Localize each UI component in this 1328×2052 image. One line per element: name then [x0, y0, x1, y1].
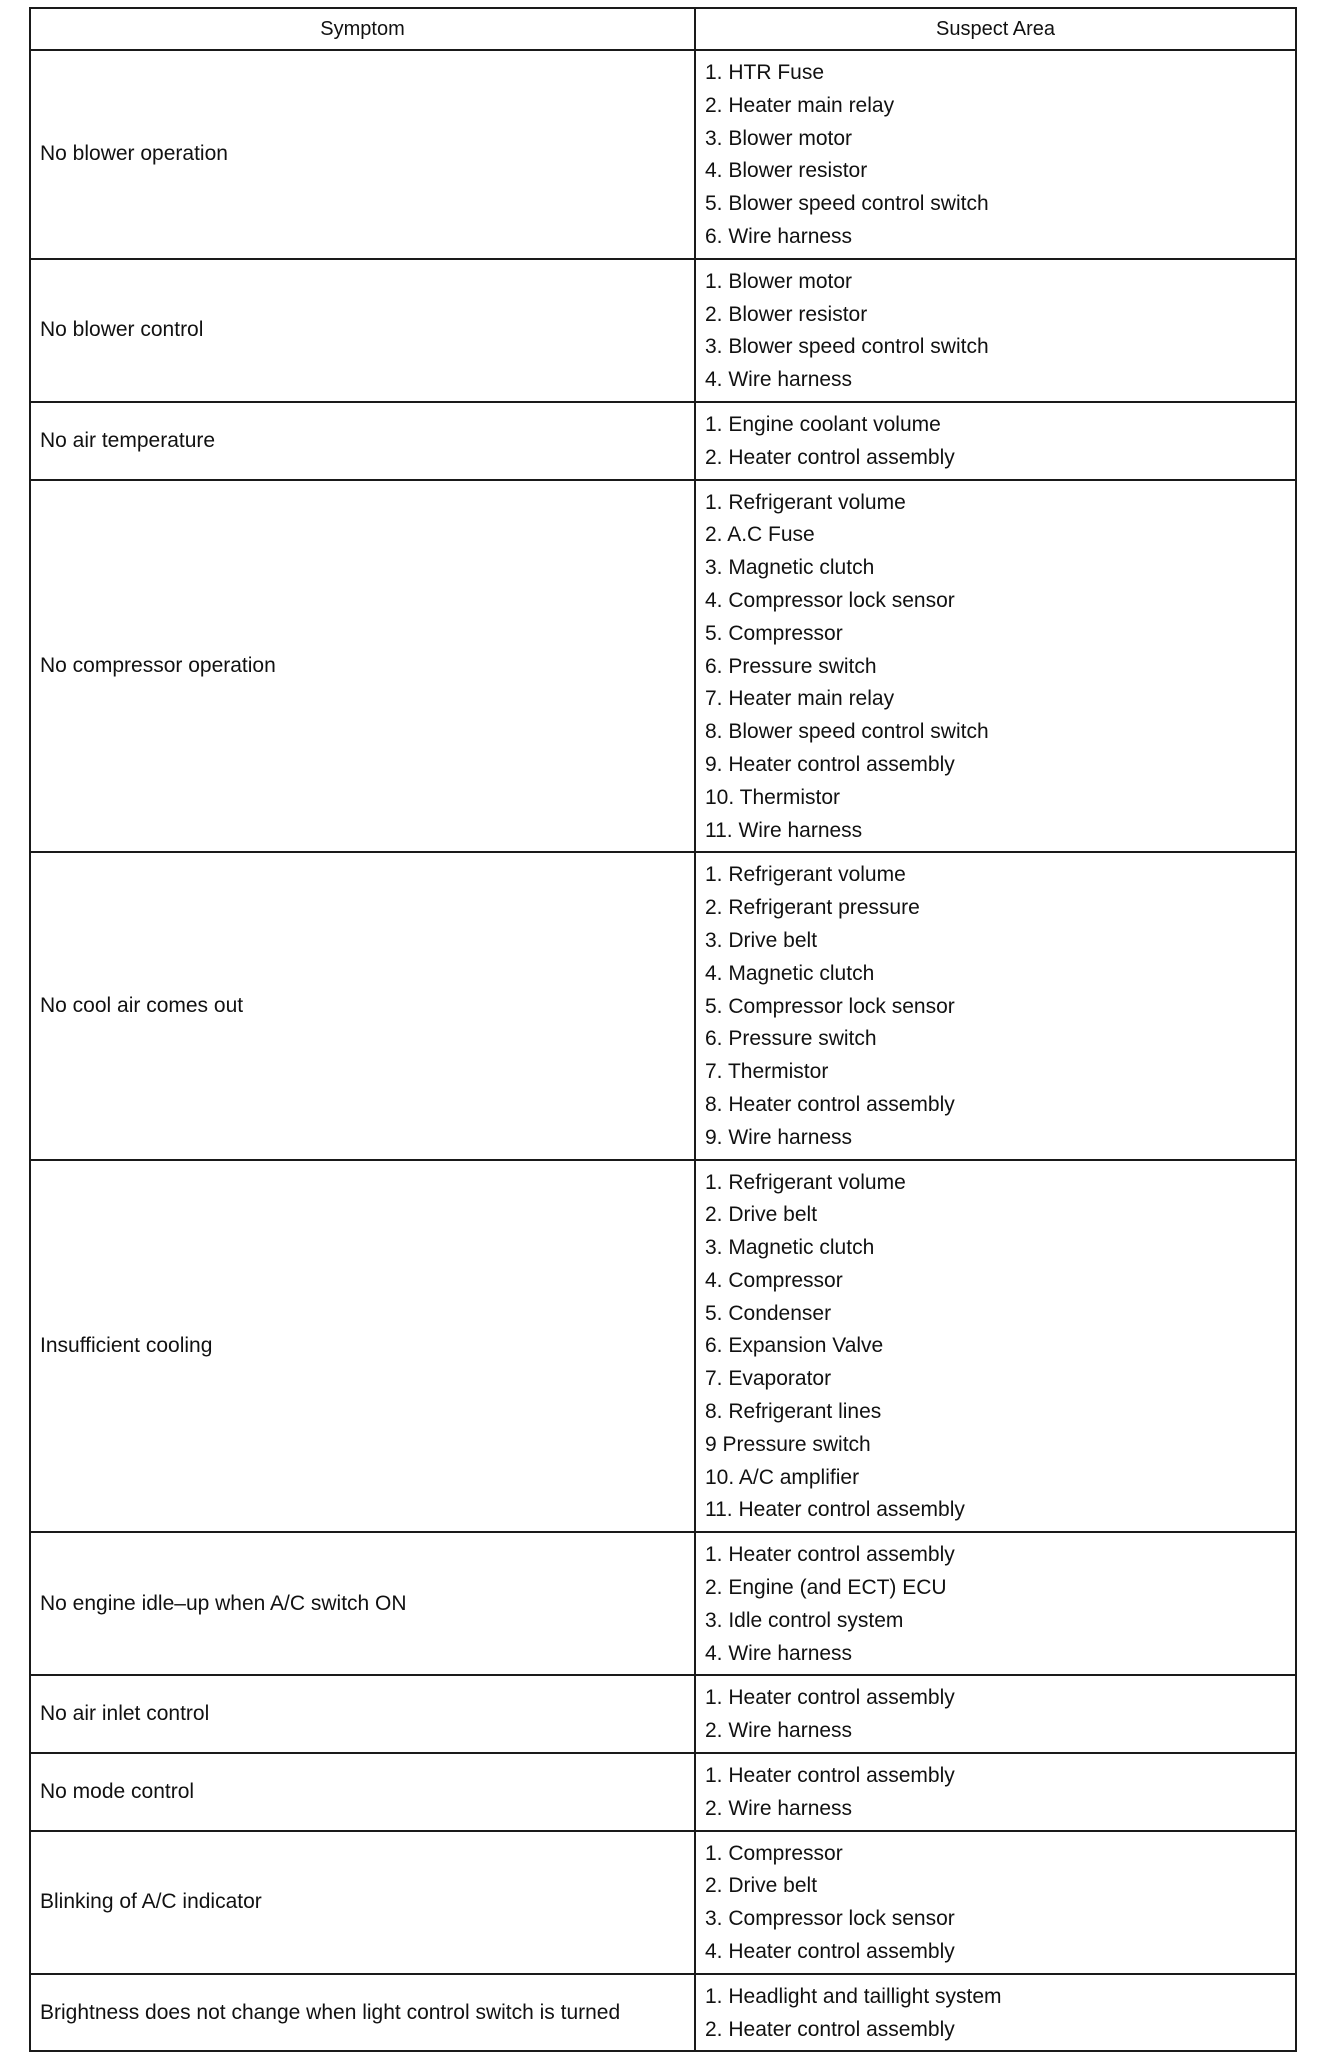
suspect-item: 10. A/C amplifier	[705, 1465, 860, 1489]
suspect-item: 2. A.C Fuse	[705, 523, 815, 547]
suspect-item: 7. Heater main relay	[705, 687, 895, 711]
suspect-item: 1. HTR Fuse	[705, 61, 825, 84]
symptom-cell: No engine idle–up when A/C switch ON	[30, 1532, 695, 1675]
suspect-item: 3. Blower motor	[705, 126, 853, 150]
table-row	[30, 1675, 1296, 1753]
suspect-item: 4. Blower resistor	[705, 159, 868, 183]
suspect-item: 1. Engine coolant volume	[705, 412, 941, 436]
suspect-item: 9 Pressure switch	[705, 1432, 871, 1456]
suspect-item: 1. Refrigerant volume	[705, 1170, 906, 1194]
symptom-cell: No blower control	[30, 259, 695, 402]
symptom-cell: Insufficient cooling	[30, 1160, 695, 1533]
suspect-area-column-header: Suspect Area	[695, 8, 1296, 50]
suspect-item: 8. Blower speed control switch	[705, 720, 989, 744]
suspect-item: 4. Magnetic clutch	[705, 961, 875, 985]
suspect-item: 1. Refrigerant volume	[705, 863, 906, 887]
table-row	[30, 480, 1296, 853]
suspect-item: 1. Heater control assembly	[705, 1543, 955, 1567]
table-row	[30, 259, 1296, 402]
suspect-item: 2. Heater control assembly	[705, 445, 955, 469]
symptom-cell: No air inlet control	[30, 1675, 695, 1753]
table-row	[30, 1532, 1296, 1675]
suspect-item: 3. Compressor lock sensor	[705, 1907, 955, 1931]
suspect-area-cell	[695, 1160, 1296, 1533]
table-row	[30, 402, 1296, 480]
suspect-item: 5. Blower speed control switch	[705, 192, 989, 216]
suspect-item: 1. Heater control assembly	[705, 1686, 955, 1710]
suspect-item: 1. Heater control assembly	[705, 1764, 955, 1788]
suspect-area-cell	[695, 1974, 1296, 2052]
suspect-item: 2. Drive belt	[705, 1203, 818, 1227]
suspect-item: 4. Wire harness	[705, 368, 853, 392]
suspect-item: 6. Expansion Valve	[705, 1334, 884, 1358]
suspect-item: 1. Headlight and taillight system	[705, 1984, 1002, 2008]
symptom-cell: No cool air comes out	[30, 852, 695, 1159]
suspect-item: 4. Wire harness	[705, 1641, 853, 1665]
symptom-cell: Brightness does not change when light control switch is turned	[30, 1974, 695, 2052]
suspect-item: 5. Compressor lock sensor	[705, 994, 955, 1018]
suspect-item: 2. Engine (and ECT) ECU	[705, 1576, 947, 1600]
suspect-area-cell	[695, 1831, 1296, 1974]
suspect-area-cell	[695, 402, 1296, 480]
symptom-cell: No compressor operation	[30, 480, 695, 853]
suspect-item: 4. Compressor lock sensor	[705, 588, 955, 612]
suspect-area-cell	[695, 259, 1296, 402]
suspect-area-cell	[695, 1753, 1296, 1831]
suspect-item: 3. Magnetic clutch	[705, 556, 875, 580]
suspect-area-cell	[695, 50, 1296, 259]
suspect-item: 5. Compressor	[705, 621, 843, 645]
suspect-item: 7. Evaporator	[705, 1367, 832, 1391]
suspect-item: 4. Compressor	[705, 1268, 843, 1292]
suspect-item: 3. Blower speed control switch	[705, 335, 989, 359]
symptom-cell: Blinking of A/C indicator	[30, 1831, 695, 1974]
table-row	[30, 852, 1296, 1159]
suspect-item: 4. Heater control assembly	[705, 1940, 955, 1964]
suspect-item: 2. Wire harness	[705, 1719, 853, 1743]
suspect-item: 1. Compressor	[705, 1841, 843, 1865]
troubleshooting-table-container	[29, 7, 1295, 2052]
symptom-cell: No mode control	[30, 1753, 695, 1831]
suspect-item: 2. Wire harness	[705, 1796, 853, 1820]
suspect-item: 8. Refrigerant lines	[705, 1400, 882, 1424]
table-body	[30, 50, 1296, 2051]
suspect-item: 11. Heater control assembly	[705, 1498, 965, 1522]
suspect-item: 3. Idle control system	[705, 1608, 904, 1632]
suspect-area-cell	[695, 1532, 1296, 1675]
suspect-item: 11. Wire harness	[705, 818, 863, 842]
suspect-item: 2. Heater main relay	[705, 93, 895, 117]
suspect-area-cell	[695, 852, 1296, 1159]
header-row	[30, 8, 1296, 50]
suspect-item: 2. Blower resistor	[705, 302, 868, 326]
table-row	[30, 1974, 1296, 2052]
suspect-area-cell	[695, 1675, 1296, 1753]
symptom-cell: No blower operation	[30, 50, 695, 259]
table-row	[30, 1160, 1296, 1533]
suspect-item: 5. Condenser	[705, 1301, 832, 1325]
suspect-item: 2. Heater control assembly	[705, 2017, 955, 2041]
troubleshooting-table	[29, 7, 1297, 2052]
suspect-item: 6. Pressure switch	[705, 654, 877, 678]
suspect-item: 6. Wire harness	[705, 224, 853, 248]
symptom-cell: No air temperature	[30, 402, 695, 480]
suspect-item: 2. Refrigerant pressure	[705, 896, 920, 920]
suspect-item: 10. Thermistor	[705, 785, 840, 809]
suspect-item: 6. Pressure switch	[705, 1027, 877, 1051]
table-row	[30, 1753, 1296, 1831]
suspect-item: 9. Heater control assembly	[705, 752, 955, 776]
suspect-item: 1. Refrigerant volume	[705, 490, 906, 514]
suspect-item: 9. Wire harness	[705, 1125, 853, 1149]
suspect-item: 1. Blower motor	[705, 269, 853, 293]
suspect-item: 8. Heater control assembly	[705, 1092, 955, 1116]
table-row	[30, 50, 1296, 259]
suspect-item: 2. Drive belt	[705, 1874, 818, 1898]
suspect-item: 3. Drive belt	[705, 928, 818, 952]
table-row	[30, 1831, 1296, 1974]
suspect-item: 7. Thermistor	[705, 1060, 829, 1084]
suspect-area-cell	[695, 480, 1296, 853]
symptom-column-header: Symptom	[30, 8, 695, 50]
suspect-item: 3. Magnetic clutch	[705, 1236, 875, 1260]
